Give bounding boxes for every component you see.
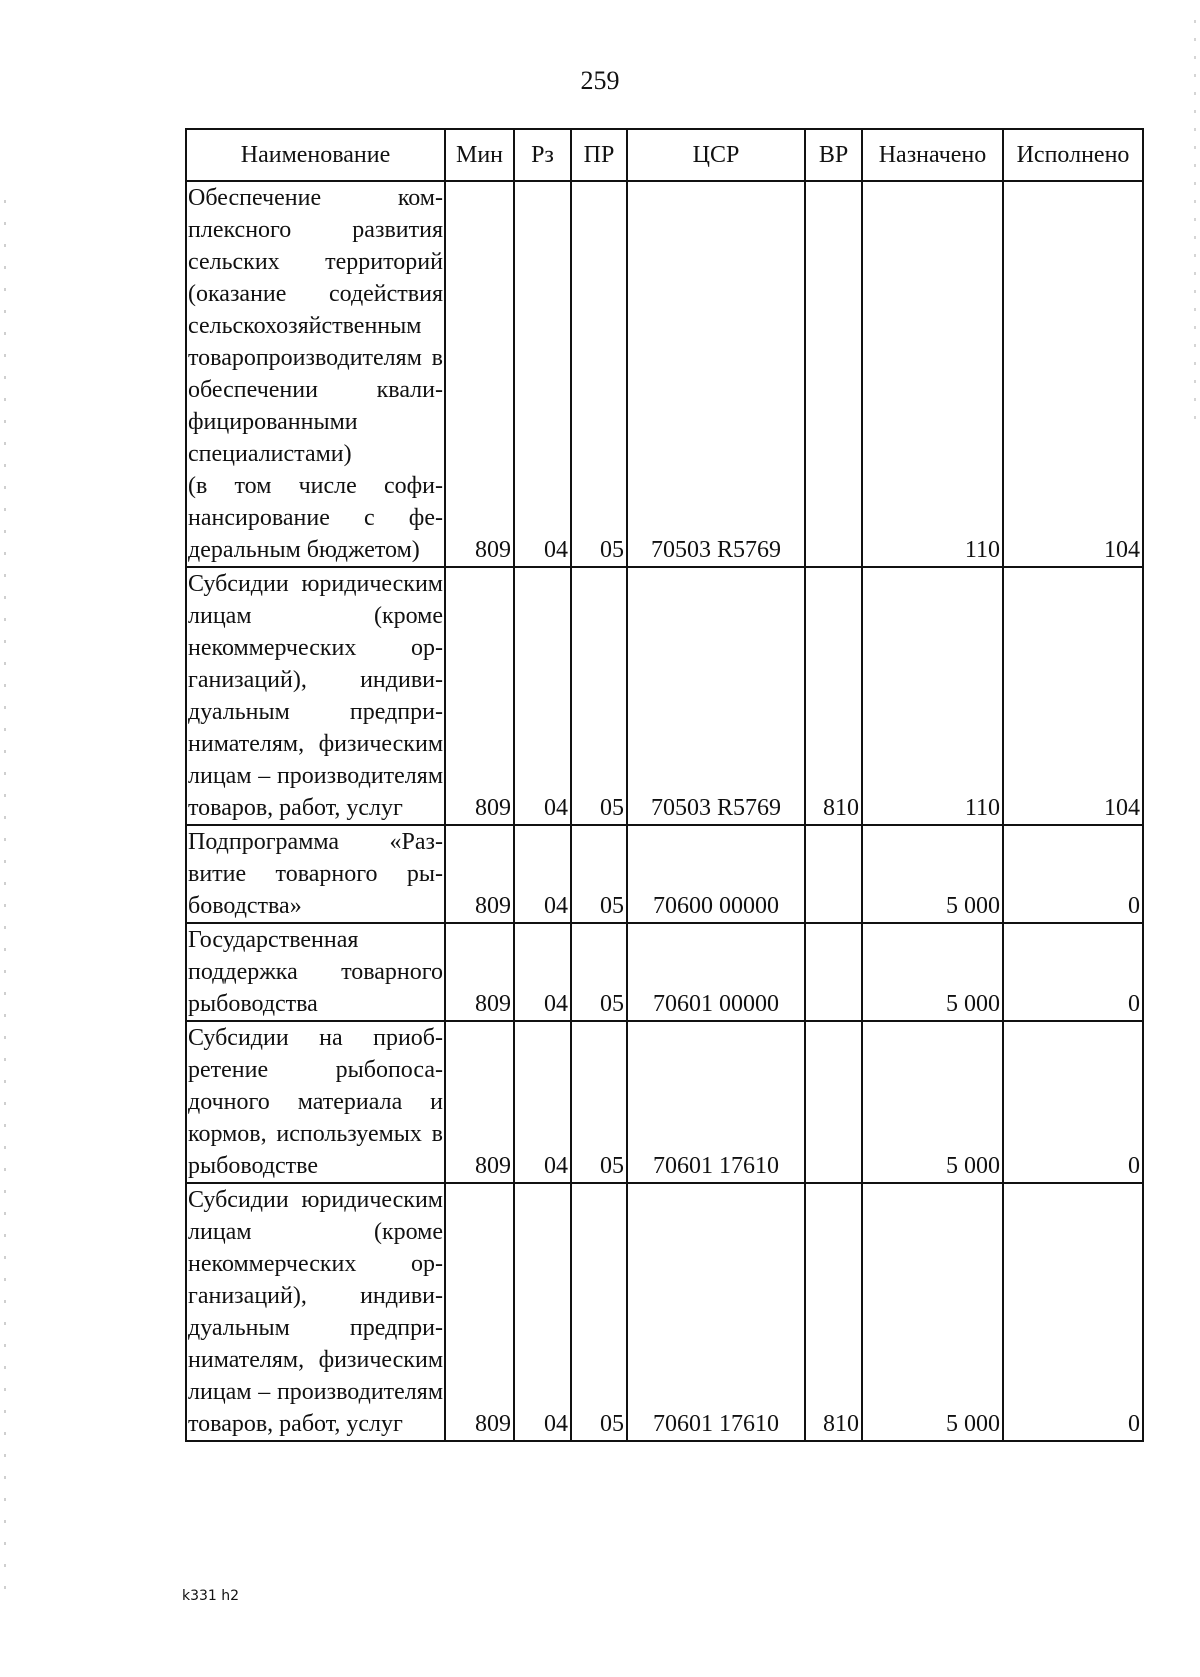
page-number: 259 <box>580 66 620 95</box>
row-assigned: 5 000 <box>862 1021 1003 1183</box>
row-executed: 0 <box>1003 923 1143 1021</box>
row-pr: 05 <box>571 923 627 1021</box>
row-rz: 04 <box>514 181 571 567</box>
row-executed: 0 <box>1003 1183 1143 1441</box>
table-row <box>186 181 1143 567</box>
row-vr: 810 <box>805 567 862 825</box>
row-csr: 70601 17610 <box>627 1021 805 1183</box>
row-pr: 05 <box>571 1183 627 1441</box>
row-vr: 810 <box>805 1183 862 1441</box>
row-name: Субсидии юридическим лицам (кроме некоммерческих организаций), индивидуальным предпринимателям, физическим лицам – производителям товаров, работ, услуг <box>186 567 445 825</box>
header-csr: ЦСР <box>627 129 805 181</box>
row-executed: 0 <box>1003 1021 1143 1183</box>
row-csr: 70601 17610 <box>627 1183 805 1441</box>
row-pr: 05 <box>571 567 627 825</box>
header-vr: ВР <box>805 129 862 181</box>
row-rz: 04 <box>514 567 571 825</box>
table-row <box>186 1183 1143 1441</box>
row-assigned: 110 <box>862 181 1003 567</box>
header-assigned: Назначено <box>862 129 1003 181</box>
row-vr <box>805 825 862 923</box>
header-name: Наименование <box>186 129 445 181</box>
row-name: Субсидии на приобретение рыбопосадочного материала и кормов, используемых в рыбоводстве <box>186 1021 445 1183</box>
footer-code: k331 h2 <box>182 1588 240 1604</box>
row-name: Субсидии юридическим лицам (кроме некоммерческих организаций), индивидуальным предпринимателям, физическим лицам – производителям товаров, работ, услуг <box>186 1183 445 1441</box>
row-assigned: 5 000 <box>862 1183 1003 1441</box>
table-row <box>186 567 1143 825</box>
row-name: Подпрограмма «Развитие товарного рыбоводства» <box>186 825 445 923</box>
row-executed: 0 <box>1003 825 1143 923</box>
row-pr: 05 <box>571 181 627 567</box>
row-name: Государственная поддержка товарного рыбоводства <box>186 923 445 1021</box>
row-csr: 70503 R5769 <box>627 567 805 825</box>
header-rz: Рз <box>514 129 571 181</box>
row-executed: 104 <box>1003 567 1143 825</box>
row-vr <box>805 1021 862 1183</box>
row-min: 809 <box>445 1183 514 1441</box>
row-min: 809 <box>445 923 514 1021</box>
row-assigned: 5 000 <box>862 923 1003 1021</box>
table-row <box>186 1021 1143 1183</box>
row-pr: 05 <box>571 825 627 923</box>
scan-edge-noise-left <box>4 200 6 1600</box>
row-rz: 04 <box>514 1021 571 1183</box>
row-min: 809 <box>445 1021 514 1183</box>
table-header-row <box>186 129 1143 181</box>
row-rz: 04 <box>514 923 571 1021</box>
row-assigned: 5 000 <box>862 825 1003 923</box>
row-csr: 70600 00000 <box>627 825 805 923</box>
header-pr: ПР <box>571 129 627 181</box>
row-vr <box>805 923 862 1021</box>
row-assigned: 110 <box>862 567 1003 825</box>
header-executed: Исполнено <box>1003 129 1143 181</box>
row-executed: 104 <box>1003 181 1143 567</box>
row-rz: 04 <box>514 825 571 923</box>
row-min: 809 <box>445 567 514 825</box>
row-rz: 04 <box>514 1183 571 1441</box>
row-csr: 70601 00000 <box>627 923 805 1021</box>
table-row <box>186 923 1143 1021</box>
row-min: 809 <box>445 825 514 923</box>
budget-table <box>185 128 1144 1442</box>
row-name: Обеспечение комплексного развития сельских территорий (оказание содействия сельскохозяйственным товаропроизводителям в обеспечении квалифицированными специалистами) (в том числе софинансирование с федеральным бюджетом) <box>186 181 445 567</box>
table-row <box>186 825 1143 923</box>
row-min: 809 <box>445 181 514 567</box>
row-pr: 05 <box>571 1021 627 1183</box>
header-min: Мин <box>445 129 514 181</box>
row-vr <box>805 181 862 567</box>
row-csr: 70503 R5769 <box>627 181 805 567</box>
